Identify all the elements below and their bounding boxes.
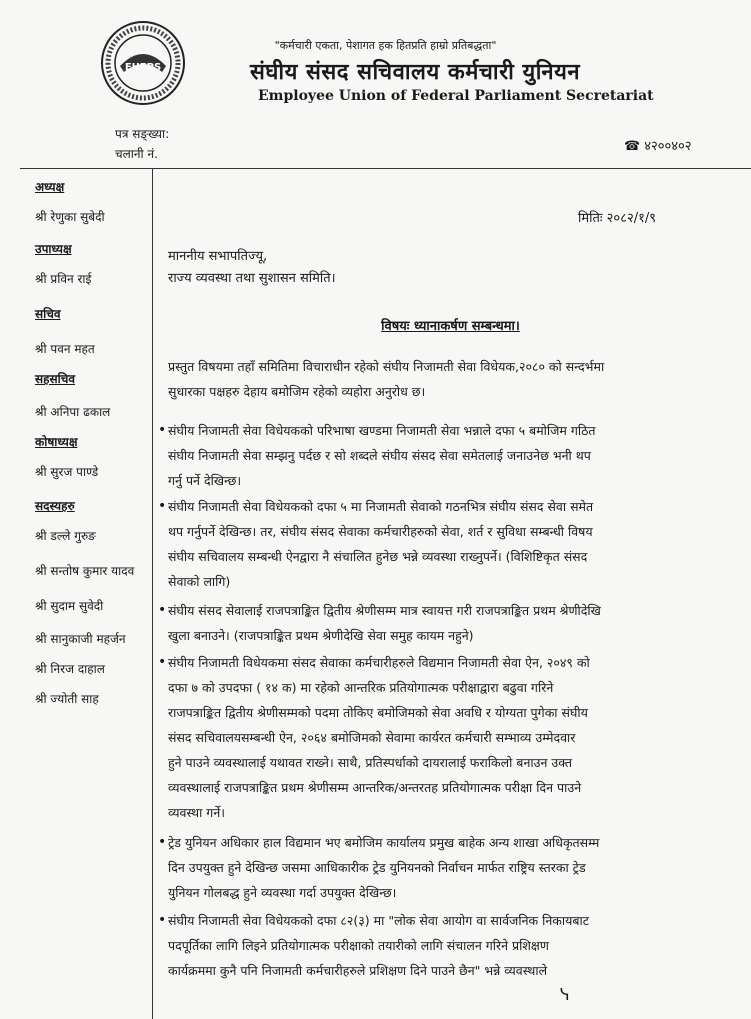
svg-text:EUFPS: EUFPS xyxy=(124,62,162,73)
point-line: संसद सचिवालयसम्बन्धी ऐन, २०६४ बमोजिमको सेवामा कार्यरत कर्मचारी सम्भाव्य उम्मेदवार xyxy=(168,730,576,745)
sidebar-role-heading: सहसचिव xyxy=(35,372,75,386)
sidebar-member-name: श्री सुरज पाण्डे xyxy=(35,465,99,479)
point-paragraph xyxy=(168,418,688,493)
point-line: गर्नु पर्ने देखिन्छ। xyxy=(168,473,242,488)
organization-title-nepali: संघीय संसद सचिवालय कर्मचारी युनियन xyxy=(250,60,581,85)
point-line: खुला बनाउने। (राजपत्राङ्कित प्रथम श्रेणीदेखि सेवा समुह कायम नहुने) xyxy=(168,628,474,643)
point-paragraph xyxy=(168,494,688,594)
sidebar-member-name: श्री ज्योती साह xyxy=(35,692,99,706)
sidebar-role-heading: सचिव xyxy=(35,307,61,321)
point-paragraph xyxy=(168,650,688,825)
point-paragraph xyxy=(168,830,688,905)
letter-date: मितिः २०८२/१/९ xyxy=(578,211,656,226)
point-line: संघीय सचिवालय सम्बन्धी ऐनद्वारा नै संचालित हुनेछ भन्ने व्यवस्था राख्नुपर्ने। (विशिष्टिकृत संसद xyxy=(168,549,588,564)
sidebar-member-name: श्री पवन महत xyxy=(35,342,95,356)
sidebar-member-name: श्री प्रविन राई xyxy=(35,272,92,286)
phone-number xyxy=(620,136,692,154)
organization-title-english: Employee Union of Federal Parliament Secretariat xyxy=(258,88,654,104)
sidebar-role-heading: अध्यक्ष xyxy=(35,180,65,194)
point-line: संघीय निजामती विधेयकमा संसद सेवाका कर्मचारीहरुले विद्यमान निजामती सेवा ऐन, २०४९ को xyxy=(168,655,590,670)
point-line: सेवाको लागि) xyxy=(168,574,231,589)
point-line: संघीय निजामती सेवा सम्झनु पर्दछ र सो शब्दले संघीय संसद सेवा समेतलाई जनाउनेछ भनी थप xyxy=(168,448,591,463)
sidebar-member-name: श्री सानुकाजी महर्जन xyxy=(35,632,126,646)
addressee-line-1: माननीय सभापतिज्यू, xyxy=(168,249,268,264)
header-divider xyxy=(20,168,751,169)
sidebar-member-name: श्री डल्ले गुरुङ xyxy=(35,529,96,543)
point-line: दिन उपयुक्त हुने देखिन्छ जसमा आधिकारीक ट्रेड युनियनको निर्वाचन मार्फत राष्ट्रिय स्तरका ट्रेड xyxy=(168,860,586,875)
point-line: व्यवस्था गर्ने। xyxy=(168,805,225,820)
point-line: पदपूर्तिका लागि लिइने प्रतियोगात्मक परीक्षाको तयारीको लागि संचालन गरिने प्रशिक्षण xyxy=(168,938,549,953)
point-paragraph xyxy=(168,908,688,983)
point-line: संघीय निजामती सेवा विधेयकको दफा ५ मा निजामती सेवाको गठनभित्र संघीय संसद सेवा समेत xyxy=(168,499,594,514)
point-line: संघीय निजामती सेवा विधेयकको दफा ८२(३) मा "लोक सेवा आयोग वा सार्वजनिक निकायबाट xyxy=(168,913,590,928)
point-line: हुने पाउने व्यवस्थालाई यथावत राख्ने। साथै, प्रतिस्पर्धाको दायरालाई फराकिलो बनाउन उक्त xyxy=(168,755,573,770)
point-line: थप गर्नुपर्ने देखिन्छ। तर, संघीय संसद सेवाका कर्मचारीहरुको सेवा, शर्त र सुविधा सम्बन्धी विषय xyxy=(168,524,593,539)
point-line: युनियन गोलबद्ध हुने व्यवस्था गर्दा उपयुक्त देखिन्छ। xyxy=(168,885,397,900)
phone-icon: ☎ xyxy=(624,139,641,154)
bullet-marker: • xyxy=(158,498,167,514)
motto: "कर्मचारी एकता, पेशागत हक हितप्रति हाम्रो प्रतिबद्धता" xyxy=(274,39,497,52)
point-line: राजपत्राङ्कित द्वितीय श्रेणीसम्मको पदमा तोकिए बमोजिमको सेवा अवधि र योग्यता पुगेका संघीय xyxy=(168,705,588,720)
intro-line: सुधारका पक्षहरु देहाय बमोजिम रहेको व्यहोरा अनुरोध छ। xyxy=(168,384,426,399)
point-line: संघीय संसद सेवालाई राजपत्राङ्कित द्वितीय श्रेणीसम्म मात्र स्वायत्त गरी राजपत्राङ्कित प्रथम श्रेणीदेखि xyxy=(168,603,601,618)
sidebar-role-heading: कोषाध्यक्ष xyxy=(35,435,78,449)
bullet-marker: • xyxy=(158,602,167,618)
point-line: व्यवस्थालाई राजपत्राङ्कित प्रथम श्रेणीसम्म आन्तरिक/अन्तरतह प्रतियोगात्मक परीक्षा दिन पाउने xyxy=(168,780,582,795)
union-logo xyxy=(100,20,186,106)
point-line: संघीय निजामती सेवा विधेयकको परिभाषा खण्डमा निजामती सेवा भन्नाले दफा ५ बमोजिम गठित xyxy=(168,423,596,438)
sidebar-divider xyxy=(152,168,153,1019)
point-line: दफा ७ को उपदफा ( १४ क) मा रहेको आन्तरिक प्रतियोगात्मक परीक्षाद्वारा बढुवा गरिने xyxy=(168,680,554,695)
sidebar-member-name: श्री निरज दाहाल xyxy=(35,662,105,676)
sidebar-member-name: श्री सुदाम सुवेदी xyxy=(35,599,104,613)
sidebar-member-name: श्री रेणुका सुबेदी xyxy=(35,210,105,224)
point-paragraph xyxy=(168,598,688,648)
point-line: ट्रेड युनियन अधिकार हाल विद्यमान भए बमोजिम कार्यालय प्रमुख बाहेक अन्य शाखा अधिकृतसम्म xyxy=(168,835,600,850)
phone-value: ४२००४०२ xyxy=(644,139,692,154)
intro-paragraph xyxy=(168,354,688,404)
bullet-marker: • xyxy=(158,912,167,928)
sidebar-role-heading: उपाध्यक्ष xyxy=(35,242,72,256)
dispatch-number-label: चलानी नं. xyxy=(115,147,158,161)
bullet-marker: • xyxy=(158,834,167,850)
sidebar-member-name: श्री सन्तोष कुमार यादव xyxy=(35,564,135,578)
sidebar-role-heading: सदस्यहरु xyxy=(35,499,75,513)
pen-mark: ᓭ xyxy=(560,985,570,1004)
addressee-line-2: राज्य व्यवस्था तथा सुशासन समिति। xyxy=(168,271,336,286)
bullet-marker: • xyxy=(158,422,167,438)
reference-number-label: पत्र सङ्ख्या: xyxy=(115,127,170,141)
bullet-marker: • xyxy=(158,654,167,670)
letter-subject: विषयः ध्यानाकर्षण सम्बन्धमा। xyxy=(381,319,520,334)
intro-line: प्रस्तुत विषयमा तहाँ समितिमा विचाराधीन रहेको संघीय निजामती सेवा विधेयक,२०८० को सन्दर्भमा xyxy=(168,359,605,374)
point-line: कार्यक्रममा कुनै पनि निजामती कर्मचारीहरुले प्रशिक्षण दिने पाउने छैन" भन्ने व्यवस्थाले xyxy=(168,963,548,978)
sidebar-member-name: श्री अनिपा ढकाल xyxy=(35,405,111,419)
